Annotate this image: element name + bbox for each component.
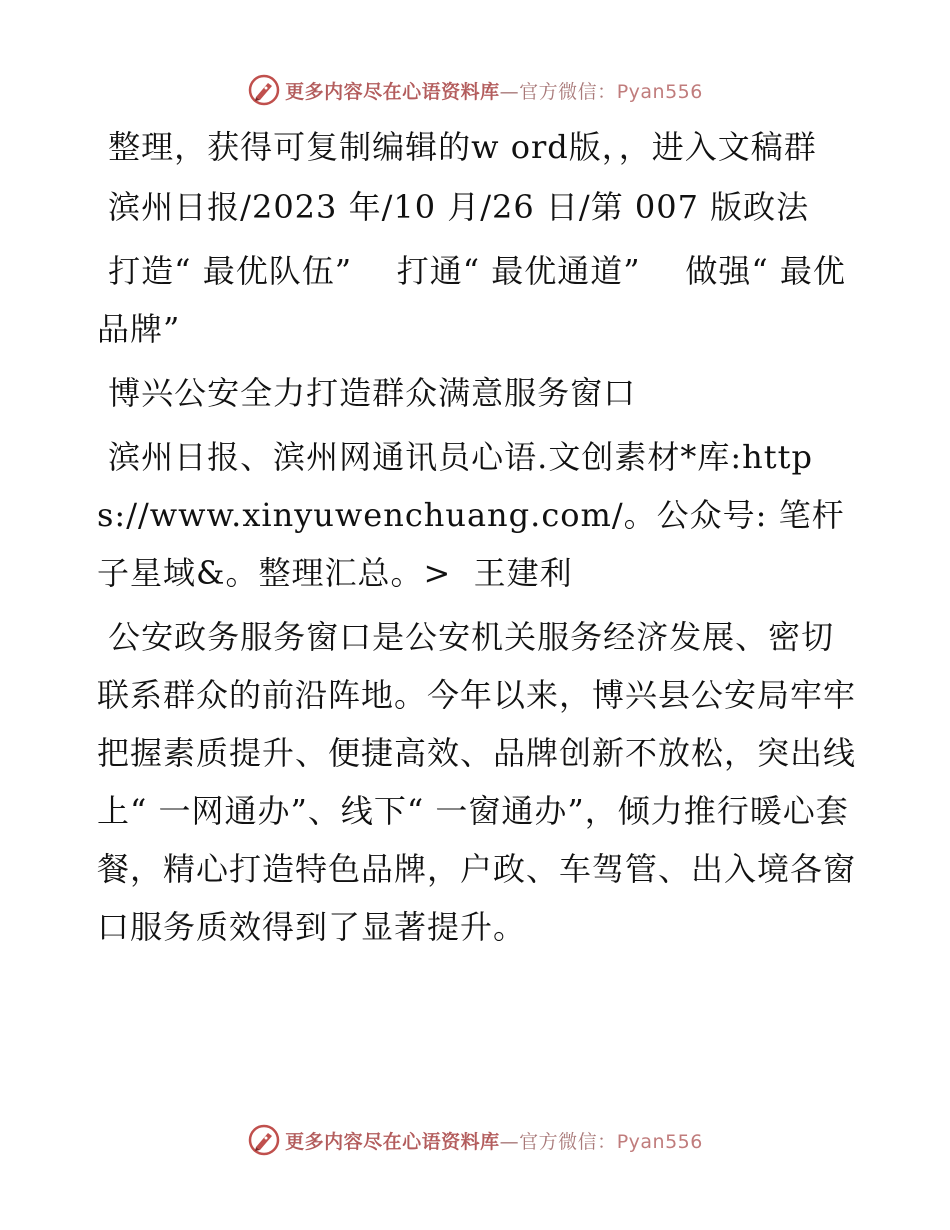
pen-circle-logo-icon bbox=[247, 73, 281, 107]
byline-paragraph: 滨州日报、滨州网通讯员心语.文创素材*库:https://www.xinyuwenchuang.com/。公众号: 笔杆子星域&。整理汇总。> 王建利 bbox=[97, 438, 845, 592]
watermark-wechat-id: Pyan556 bbox=[616, 80, 703, 103]
watermark-inner bbox=[247, 1123, 703, 1157]
source-line: 滨州日报/2023 年/10 月/26 日/第 007 版政法 bbox=[97, 188, 810, 226]
watermark-official: 官方微信： bbox=[519, 80, 617, 103]
watermark-wechat-id: Pyan556 bbox=[616, 1130, 703, 1153]
article-title: 博兴公安全力打造群众满意服务窗口 bbox=[97, 374, 637, 412]
pen-circle-logo-icon bbox=[247, 1123, 281, 1157]
watermark-banner-bottom bbox=[0, 1120, 950, 1160]
watermark-dash: — bbox=[499, 1130, 520, 1153]
watermark-text bbox=[285, 1127, 703, 1154]
headline-subtitle: 打造“ 最优队伍” 打通“ 最优通道” 做强“ 最优品牌” bbox=[97, 252, 846, 348]
watermark-brand: 更多内容尽在心语资料库 bbox=[285, 80, 500, 103]
body-paragraph: 公安政务服务窗口是公安机关服务经济发展、密切联系群众的前沿阵地。今年以来，博兴县公安局牢牢把握素质提升、便捷高效、品牌创新不放松，突出线上“ 一网通办”、线下“ 一窗通办”，倾力推行暖心套餐，精心打造特色品牌，户政、车驾管、出入境各窗口服务质效得到了显著提升。 bbox=[97, 618, 857, 946]
watermark-text bbox=[285, 77, 703, 104]
intro-paragraph: 整理，获得可复制编辑的w ord版，，进入文稿群 bbox=[97, 128, 817, 166]
watermark-inner bbox=[247, 73, 703, 107]
watermark-official: 官方微信： bbox=[519, 1130, 617, 1153]
document-body bbox=[97, 118, 857, 962]
watermark-dash: — bbox=[499, 80, 520, 103]
watermark-brand: 更多内容尽在心语资料库 bbox=[285, 1130, 500, 1153]
watermark-banner-top bbox=[0, 70, 950, 110]
